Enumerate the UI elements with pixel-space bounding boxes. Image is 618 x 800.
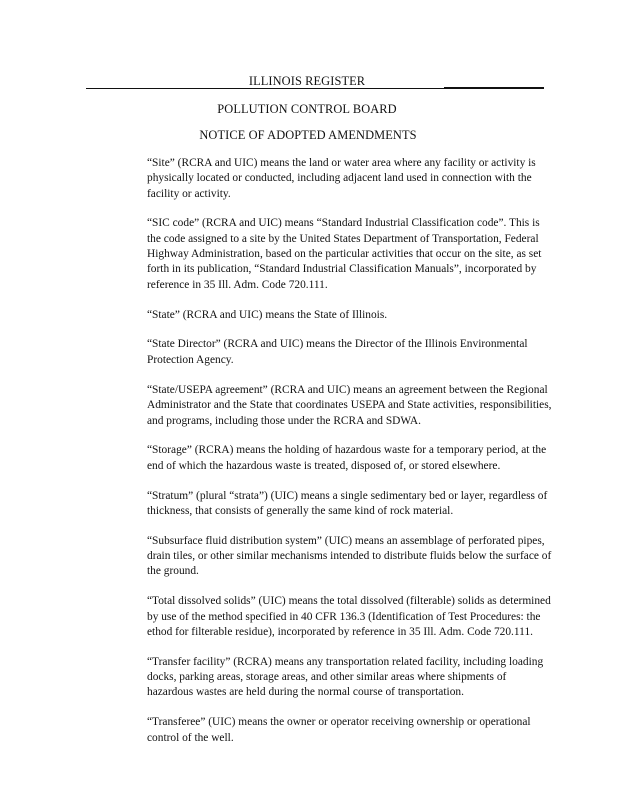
definition-state-director: “State Director” (RCRA and UIC) means the Director of the Illinois Environmental Protection Agency. — [147, 338, 528, 366]
definition-total-dissolved-solids: “Total dissolved solids” (UIC) means the total dissolved (filterable) solids as determined by use of the method specified in 40 CFR 136.3 (Identification of Test Procedures: the ethod for filterable residue), incorporated by reference in 35 Ill. Adm. Code 720.111. — [147, 595, 551, 638]
definitions-list — [147, 156, 553, 760]
definition-sic-code: “SIC code” (RCRA and UIC) means “Standard Industrial Classification code”. This is the code assigned to a site by the United States Department of Transportation, Federal Highway Administration, based on the particular activities that occur on the site, as set forth in its publication, “Standard Industrial Classification Manuals”, incorporated by reference in 35 Ill. Adm. Code 720.111. — [147, 217, 542, 291]
definition-storage: “Storage” (RCRA) means the holding of hazardous waste for a temporary period, at the end of which the hazardous waste is treated, disposed of, or stored elsewhere. — [147, 444, 547, 472]
definition-transferee: “Transferee” (UIC) means the owner or operator receiving ownership or operational control of the well. — [147, 716, 531, 744]
definition-transfer-facility: “Transfer facility” (RCRA) means any transportation related facility, including loading docks, parking areas, storage areas, and other similar areas where shipments of hazardous wastes are held during the normal course of transportation. — [147, 655, 544, 699]
definition-state: “State” (RCRA and UIC) means the State of Illinois. — [147, 308, 388, 321]
notice-title: NOTICE OF ADOPTED AMENDMENTS — [199, 128, 417, 142]
definition-state-usepa-agreement: “State/USEPA agreement” (RCRA and UIC) means an agreement between the Regional Administrator and the State that coordinates USEPA and State activities, responsibilities, and programs, including those under the RCRA and SDWA. — [147, 383, 552, 427]
definition-site: “Site” (RCRA and UIC) means the land or water area where any facility or activity is physically located or conducted, including adjacent land used in connection with the facility or activity. — [147, 157, 536, 200]
register-title: ILLINOIS REGISTER — [248, 74, 366, 88]
definition-stratum: “Stratum” (plural “strata”) (UIC) means a single sedimentary bed or layer, regardless of thickness, that consists of generally the same kind of rock material. — [147, 489, 548, 517]
definition-subsurface-fluid-distribution-system: “Subsurface fluid distribution system” (UIC) means an assemblage of perforated pipes, drain tiles, or other similar mechanisms intended to distribute fluids below the surface of the ground. — [147, 534, 552, 578]
board-title: POLLUTION CONTROL BOARD — [217, 102, 397, 116]
